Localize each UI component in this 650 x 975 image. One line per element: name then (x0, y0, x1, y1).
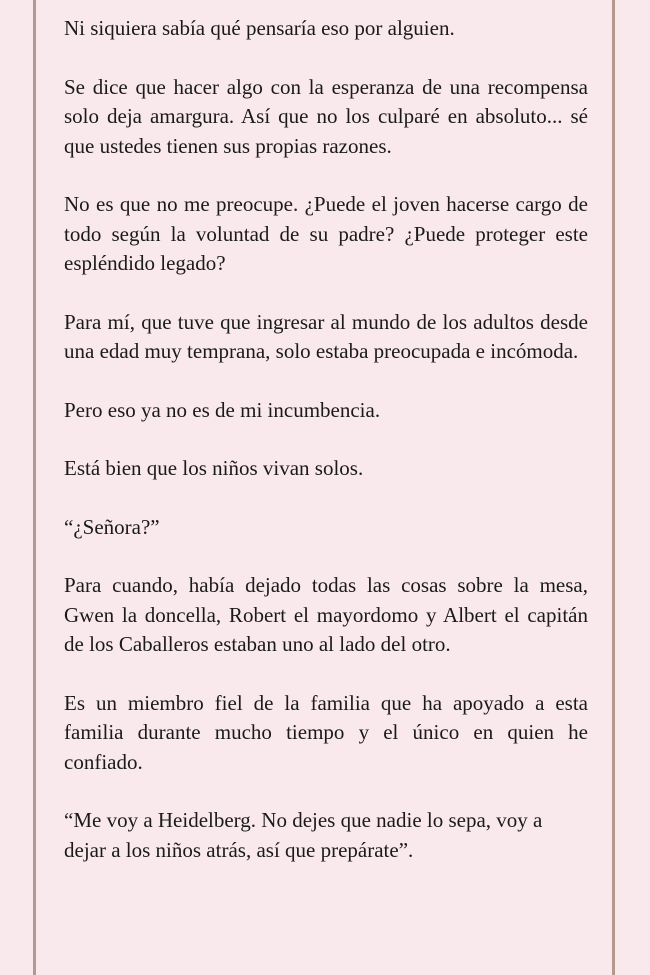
paragraph-8: Para cuando, había dejado todas las cosas sobre la mesa, Gwen la doncella, Robert el mayordomo y Albert el capitán de los Caballeros estaban uno al lado del otro. (64, 573, 588, 656)
paragraph-9: Es un miembro fiel de la familia que ha apoyado a esta familia durante mucho tiempo y el único en quien he confiado. (64, 690, 588, 774)
paragraph-4: Para mí, que tuve que ingresar al mundo de los adultos desde una edad muy temprana, solo estaba preocupada e incómoda. (64, 309, 588, 363)
paragraph-2: Se dice que hacer algo con la esperanza de una recompensa solo deja amargura. Así que no los culparé en absoluto... sé que ustedes tienen sus propias razones. (64, 74, 588, 158)
text-column (64, 14, 588, 894)
left-border-rule (33, 0, 36, 975)
paragraph-10: “Me voy a Heidelberg. No dejes que nadie lo sepa, voy a dejar a los niños atrás, así que prepárate”. (64, 808, 543, 862)
paragraph-3: No es que no me preocupe. ¿Puede el joven hacerse cargo de todo según la voluntad de su padre? ¿Puede proteger este espléndido legado? (64, 192, 588, 275)
paragraph-1: Ni siquiera sabía qué pensaría eso por alguien. (64, 16, 455, 40)
right-border-rule (612, 0, 615, 975)
paragraph-6: Está bien que los niños vivan solos. (64, 456, 364, 480)
paragraph-5: Pero eso ya no es de mi incumbencia. (64, 397, 381, 422)
paragraph-7: “¿Señora?” (64, 514, 160, 539)
